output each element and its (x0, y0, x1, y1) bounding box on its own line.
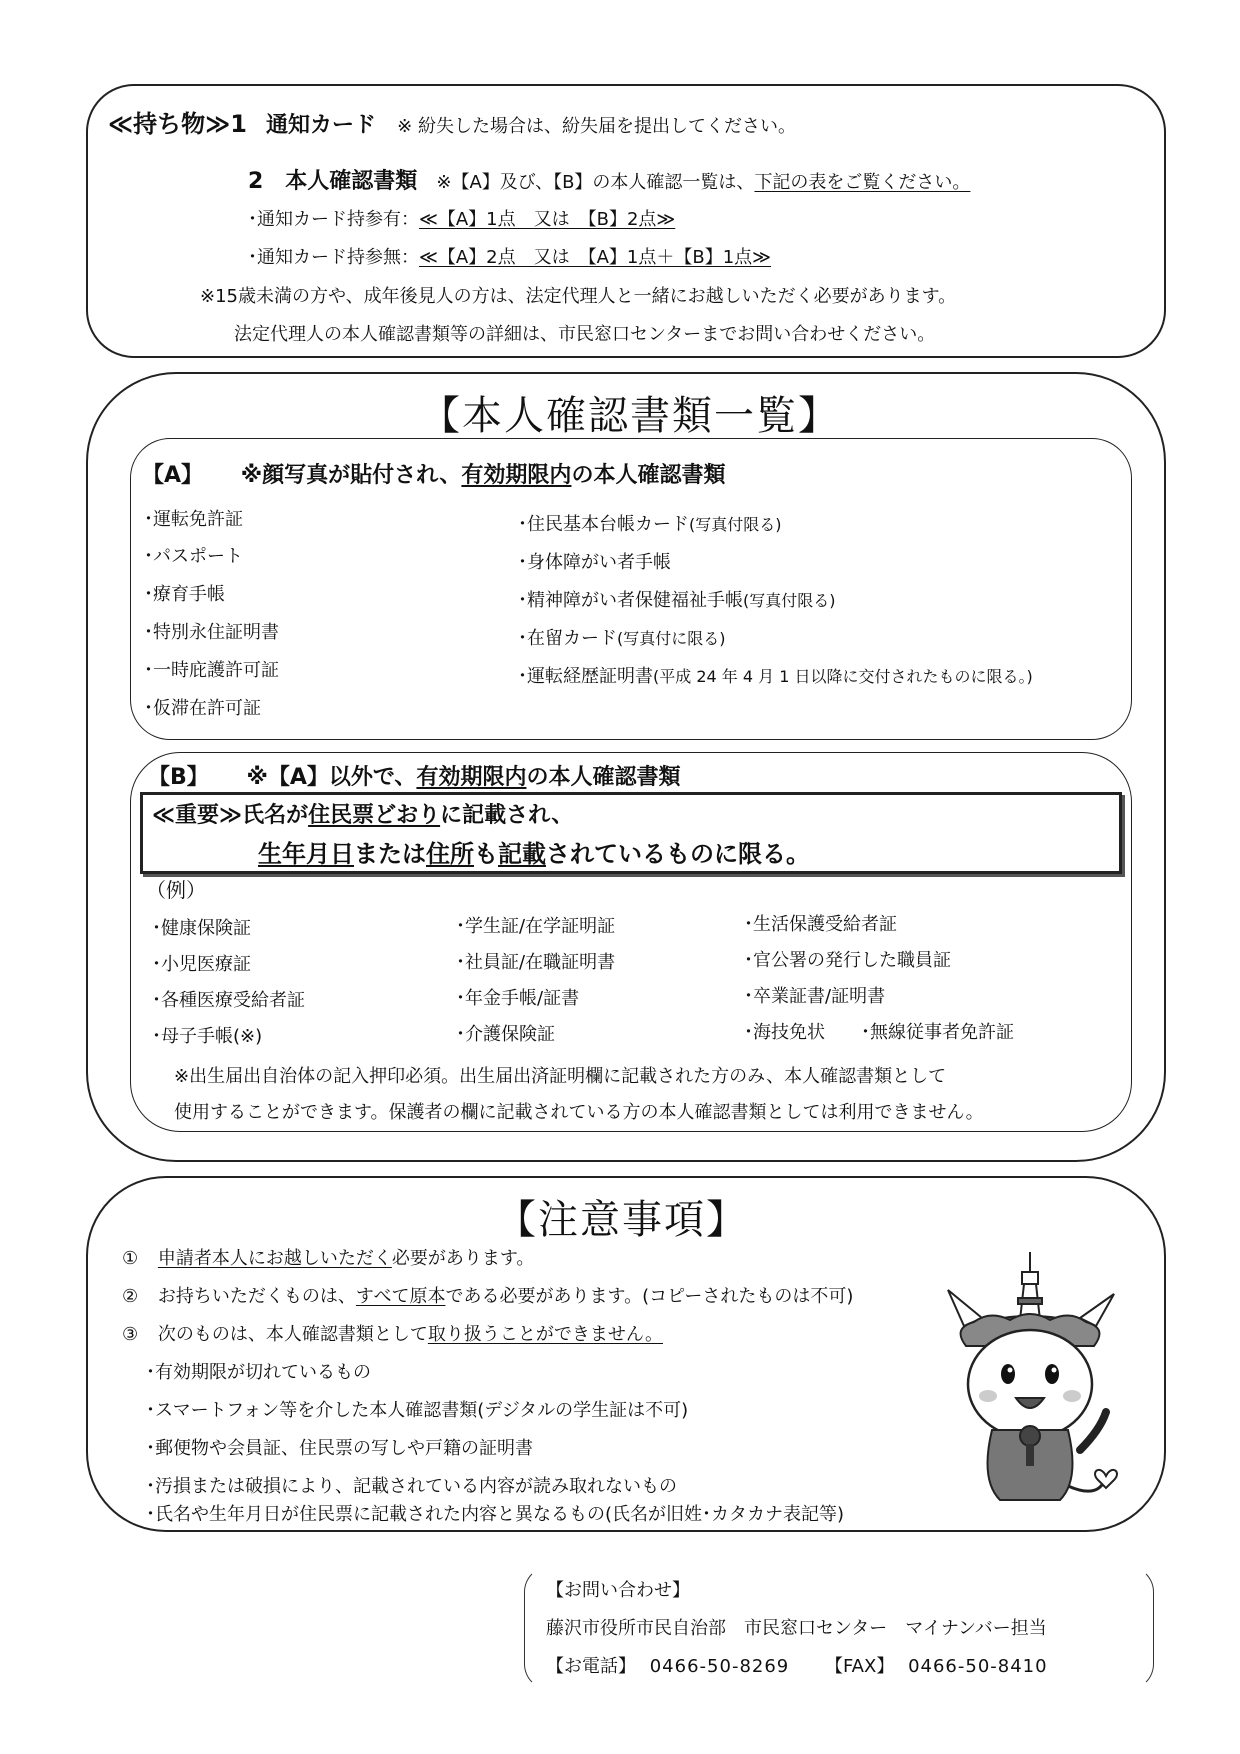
category-b-heading (148, 760, 680, 791)
list-item: ･運転免許証 (144, 509, 243, 530)
important-underline: 記載 (498, 840, 546, 868)
list-item: ･卒業証書/証明書 (744, 986, 886, 1007)
list-item: ･学生証/在学証明証 (456, 916, 616, 937)
list-item: ･介護保険証 (456, 1024, 555, 1045)
with-card-label: ･通知カード持参有： (248, 209, 419, 230)
items-heading: ≪持ち物≫1 (108, 110, 247, 138)
list-item: ･社員証/在職証明書 (456, 952, 616, 973)
under15-note: ※15歳未満の方や、成年後見人の方は、法定代理人と一緒にお越しいただく必要があります。 (200, 286, 957, 307)
fax-number: 0466-50-8410 (908, 1656, 1048, 1677)
important-line-1 (152, 798, 573, 829)
important-text: または (354, 840, 426, 868)
list-item: ･生活保護受給者証 (744, 914, 897, 935)
important-text: に記載され、 (440, 803, 574, 828)
list-item: ･有効期限が切れているもの (146, 1362, 371, 1383)
important-text: されているものに限る。 (546, 840, 810, 868)
caution-item-1 (122, 1244, 534, 1270)
important-underline: 住民票どおり (308, 803, 441, 828)
list-item (518, 548, 671, 574)
caution-number: ① (122, 1248, 139, 1269)
category-a-heading-pre: ※顔写真が貼付され、 (240, 463, 462, 488)
caution-underline: 取り扱うことができません。 (427, 1324, 663, 1345)
contact-department: 藤沢市役所市民自治部 市民窓口センター マイナンバー担当 (546, 1618, 1047, 1639)
list-item: ･海技免状 ･無線従事者免許証 (744, 1022, 1014, 1043)
with-card-value: ≪【A】1点 又は 【B】2点≫ (419, 209, 676, 230)
caution-item-3 (122, 1320, 663, 1346)
list-item: ･スマートフォン等を介した本人確認書類(デジタルの学生証は不可) (146, 1400, 689, 1421)
list-item: ･各種医療受給者証 (152, 990, 305, 1011)
list-item: ･健康保険証 (152, 918, 251, 939)
caution-number: ③ (122, 1324, 139, 1345)
item2-note: ※【A】及び、【B】の本人確認一覧は、 (436, 172, 755, 193)
list-item: ･特別永住証明書 (144, 622, 279, 643)
phone-label: 【お電話】 (546, 1656, 636, 1677)
caution-text: 次のものは、本人確認書類として (157, 1324, 428, 1345)
list-item: ･パスポート (144, 546, 243, 567)
caution-number: ② (122, 1286, 139, 1307)
important-text: も (474, 840, 498, 868)
category-b-heading-post: の本人確認書類 (526, 765, 681, 790)
fax-label: 【FAX】 (824, 1656, 895, 1677)
important-text: ≪重要≫氏名が (152, 803, 309, 828)
caution-text: 必要があります。 (391, 1248, 535, 1269)
list-item: ･仮滞在許可証 (144, 698, 261, 719)
docs-title: 【本人確認書類一覧】 (420, 393, 840, 439)
important-line-2 (258, 834, 810, 869)
birth-cert-note-1: ※出生届出自治体の記入押印必須。出生届出済証明欄に記載された方のみ、本人確認書類として (174, 1066, 947, 1087)
list-item-main: ･身体障がい者手帳 (518, 552, 671, 573)
important-underline: 生年月日 (258, 840, 354, 868)
list-item-note: (写真付に限る) (617, 629, 726, 648)
without-card-line (248, 243, 771, 269)
without-card-value: ≪【A】2点 又は 【A】1点＋【B】1点≫ (419, 247, 772, 268)
list-item-note: (写真付限る) (689, 515, 782, 534)
contact-phone-line (546, 1652, 1048, 1678)
item2-label: 2 本人確認書類 (248, 169, 418, 194)
list-item-main: ･運転経歴証明書 (518, 666, 653, 687)
list-item (518, 510, 782, 536)
list-item (518, 624, 726, 650)
without-card-label: ･通知カード持参無： (248, 247, 419, 268)
item1-label: 通知カード (266, 113, 377, 138)
caution-text: である必要があります。(コピーされたものは不可) (445, 1286, 854, 1307)
list-item: ･氏名や生年月日が住民票に記載された内容と異なるもの(氏名が旧姓･カタカナ表記等) (146, 1504, 845, 1525)
caution-underline: すべて原本 (355, 1286, 446, 1307)
list-item: ･汚損または破損により、記載されている内容が読み取れないもの (146, 1476, 677, 1497)
important-underline: 住所 (426, 840, 474, 868)
category-a-heading-post: の本人確認書類 (571, 463, 726, 488)
list-item (518, 662, 1033, 688)
category-b-label: 【B】 (148, 765, 209, 790)
list-item (518, 586, 836, 612)
list-item-main: ･精神障がい者保健福祉手帳 (518, 590, 743, 611)
caution-underline: 申請者本人にお越しいただく (157, 1248, 392, 1269)
legal-rep-note: 法定代理人の本人確認書類等の詳細は、市民窓口センターまでお問い合わせください。 (234, 324, 936, 345)
caution-item-2 (122, 1282, 853, 1308)
list-item-note: (平成 24 年 4 月 1 日以降に交付されたものに限る。) (653, 667, 1033, 686)
item2-note-link: 下記の表をご覧ください。 (754, 172, 971, 193)
list-item-note: (写真付限る) (743, 591, 836, 610)
category-b-heading-underline: 有効期限内 (416, 765, 527, 790)
phone-number: 0466-50-8269 (649, 1656, 790, 1677)
list-item: ･一時庇護許可証 (144, 660, 279, 681)
items-heading-line (108, 104, 796, 139)
item2-line (248, 164, 970, 195)
list-item-main: ･住民基本台帳カード (518, 514, 689, 535)
with-card-line (248, 205, 675, 231)
example-label: （例） (146, 878, 206, 902)
birth-cert-note-2: 使用することができます。保護者の欄に記載されている方の本人確認書類としては利用できません。 (174, 1102, 984, 1123)
list-item-main: ･在留カード (518, 628, 617, 649)
list-item: ･母子手帳(※) (152, 1026, 263, 1047)
list-item: ･小児医療証 (152, 954, 251, 975)
caution-text: お持ちいただくものは、 (157, 1286, 356, 1307)
category-a-heading (142, 458, 725, 489)
category-a-heading-underline: 有効期限内 (461, 463, 572, 488)
contact-heading: 【お問い合わせ】 (546, 1580, 690, 1601)
list-item: ･官公署の発行した職員証 (744, 950, 951, 971)
category-b-heading-pre: ※【A】以外で、 (246, 765, 417, 790)
category-a-label: 【A】 (142, 463, 204, 488)
list-item: ･年金手帳/証書 (456, 988, 580, 1009)
item1-note: ※ 紛失した場合は、紛失届を提出してください。 (397, 116, 796, 137)
list-item: ･療育手帳 (144, 584, 225, 605)
list-item: ･郵便物や会員証、住民票の写しや戸籍の証明書 (146, 1438, 533, 1459)
caution-title: 【注意事項】 (496, 1197, 748, 1243)
mascot-illustration (930, 1250, 1130, 1520)
